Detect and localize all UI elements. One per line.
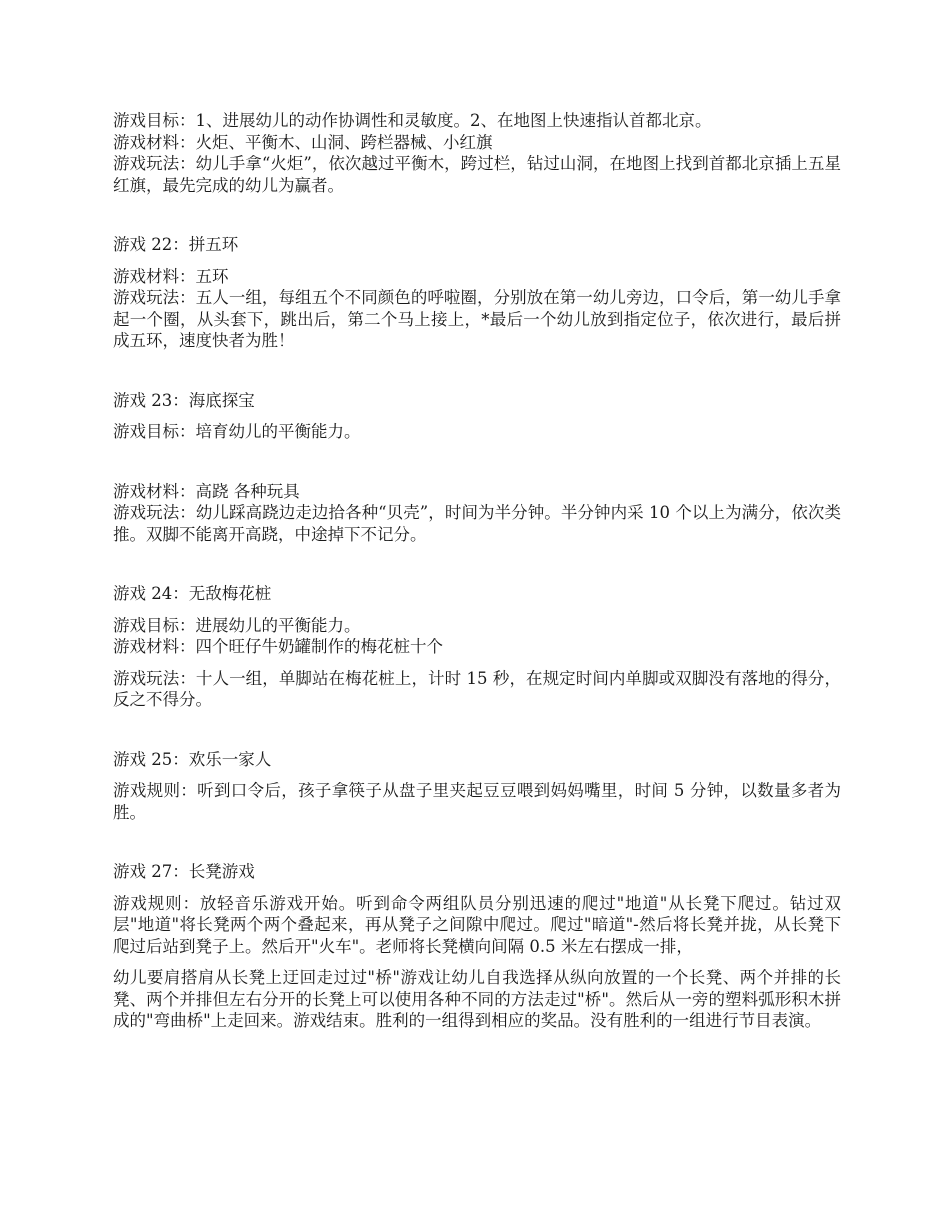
game22-title: 游戏 22：拼五环 [113, 235, 239, 254]
intro-play: 游戏玩法：幼儿手拿“火炬”，依次越过平衡木，跨过栏，钻过山洞，在地图上找到首都北京插上五星红旗，最先完成的幼儿为赢者。 [113, 154, 841, 195]
game24-play: 游戏玩法：十人一组，单脚站在梅花桩上，计时 15 秒，在规定时间内单脚或双脚没有落地的得分，反之不得分。 [113, 668, 841, 709]
game25-title: 游戏 25：欢乐一家人 [113, 749, 272, 769]
intro-goal: 游戏目标：1、进展幼儿的动作协调性和灵敏度。2、在地图上快速指认首都北京。 [113, 111, 712, 130]
game24-title: 游戏 24：无敌梅花桩 [113, 584, 272, 603]
game27-rules: 游戏规则：放轻音乐游戏开始。听到命令两组队员分别迅速的爬过"地道"从长凳下爬过。钻过双层"地道"将长凳两个两个叠起来，再从凳子之间隙中爬过。爬过"暗道"-然后将长凳并拢，从长凳下爬过后站到凳子上。然后开"火车"。老师将长凳横向间隔 0.5 米左右摆成一排， [113, 893, 841, 956]
game25-rules: 游戏规则：听到口令后，孩子拿筷子从盘子里夹起豆豆喂到妈妈嘴里，时间 5 分钟，以数量多者为胜。 [113, 781, 841, 822]
game22-materials: 游戏材料：五环 [113, 266, 229, 286]
game23-materials: 游戏材料：高跷 各种玩具 [113, 481, 300, 501]
document-page [113, 110, 841, 1032]
game23-goal: 游戏目标：培育幼儿的平衡能力。 [113, 422, 361, 441]
game27-rules-continued: 幼儿要肩搭肩从长凳上迂回走过过"桥"游戏让幼儿自我选择从纵向放置的一个长凳、两个并排的长凳、两个并排但左右分开的长凳上可以使用各种不同的方法走过"桥"。然后从一旁的塑料弧形积木拼成的"弯曲桥"上走回来。游戏结束。胜利的一组得到相应的奖品。没有胜利的一组进行节目表演。 [113, 968, 841, 1030]
game22-play: 游戏玩法：五人一组，每组五个不同颜色的呼啦圈，分别放在第一幼儿旁边，口令后，第一幼儿手拿起一个圈，从头套下，跳出后，第二个马上接上，*最后一个幼儿放到指定位子，依次进行，最后拼成五环，速度快者为胜！ [113, 288, 841, 350]
game24-materials: 游戏材料：四个旺仔牛奶罐制作的梅花桩十个 [113, 637, 443, 656]
game24-goal: 游戏目标：进展幼儿的平衡能力。 [113, 615, 361, 635]
intro-materials: 游戏材料：火炬、平衡木、山洞、跨栏器械、小红旗 [113, 132, 493, 152]
game23-play: 游戏玩法：幼儿踩高跷边走边拾各种“贝壳”，时间为半分钟。半分钟内采 10 个以上为满分，依次类推。双脚不能离开高跷，中途掉下不记分。 [113, 503, 841, 544]
game23-title: 游戏 23：海底探宝 [113, 390, 255, 410]
game27-title: 游戏 27：长凳游戏 [113, 862, 255, 881]
